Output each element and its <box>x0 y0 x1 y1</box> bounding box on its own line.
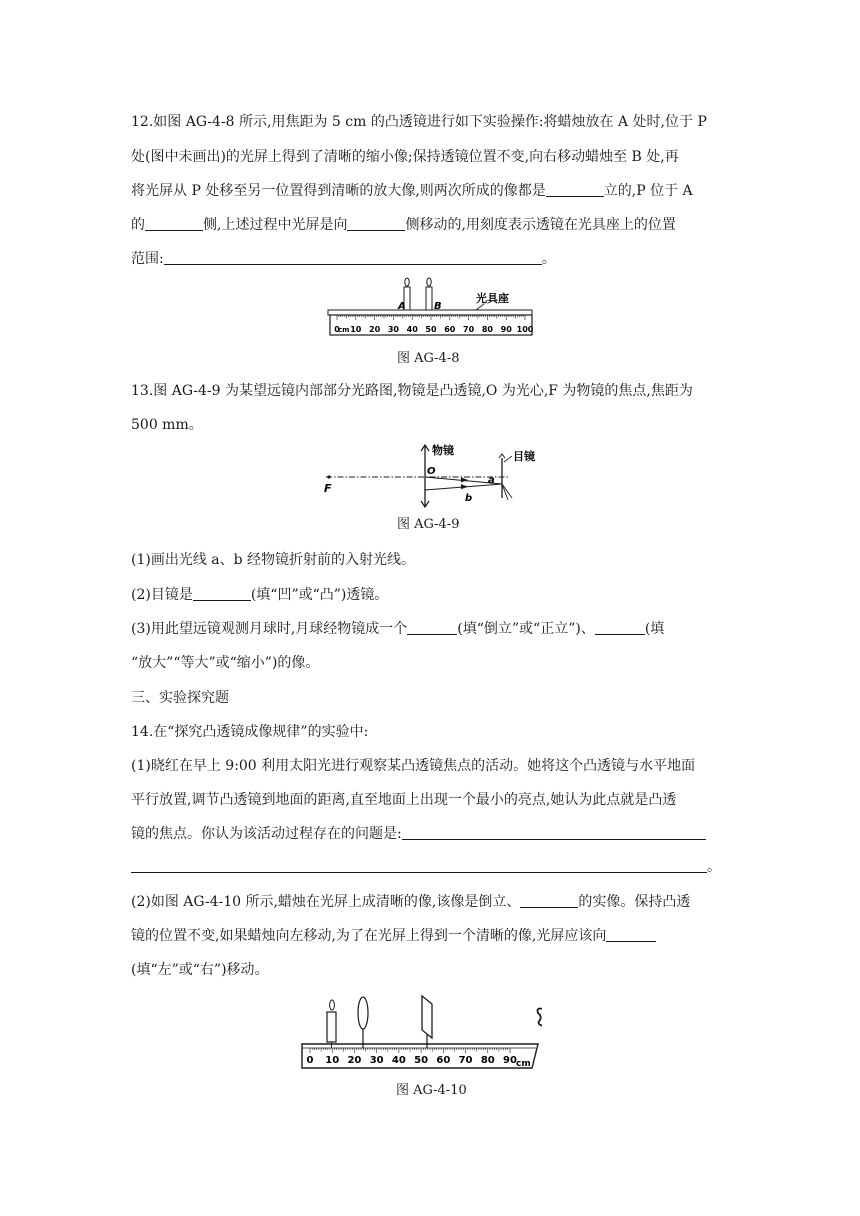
bench-label: 光具座 <box>476 292 509 305</box>
label-o: O <box>427 466 436 477</box>
figure-ag-4-8 <box>326 273 536 339</box>
q12-blank-3[interactable] <box>347 216 405 231</box>
q13-sub2: (2)目镜是 (填“凹”或“凸”)透镜。 <box>131 587 389 603</box>
ruler-label: 10 <box>350 325 362 334</box>
ruler-label: 30 <box>387 325 399 334</box>
q12-line1: 12.如图 AG-4-8 所示,用焦距为 5 cm 的凸透镜进行如下实验操作:将蜡烛放在 A 处时,位于 P <box>131 114 707 130</box>
ruler-label: 20 <box>369 325 381 334</box>
q13-blank-1[interactable] <box>193 586 251 601</box>
label-b: b <box>465 493 473 504</box>
q14-sub2-line1: (2)如图 AG-4-10 所示,蜡烛在光屏上成清晰的像,该像是倒立、 的实像。保持凸透 <box>131 894 691 910</box>
q12-line3: 将光屏从 P 处移至另一位置得到清晰的放大像,则两次所成的像都是 立的,P 位于 A <box>131 183 693 199</box>
ruler-label: 60 <box>444 325 456 334</box>
ruler-label: 60 <box>436 1055 451 1066</box>
ruler-label: 80 <box>481 325 493 334</box>
objective-label: 物镜 <box>432 444 454 457</box>
convex-lens <box>358 997 368 1048</box>
ruler-label: 40 <box>391 1055 406 1066</box>
figure-ag-4-9-caption: 图 AG-4-9 <box>397 517 460 532</box>
figure-ag-4-10 <box>300 992 542 1076</box>
ruler-label: 70 <box>463 325 475 334</box>
q14-sub1-line1: (1)晓红在早上 9:00 利用太阳光进行观察某凸透镜焦点的活动。她将这个凸透镜与水平地面 <box>131 758 696 774</box>
figure-ag-4-9 <box>318 440 543 512</box>
ruler-label: 90 <box>500 325 512 334</box>
q14-sub2-line2: 镜的位置不变,如果蜡烛向左移动,为了在光屏上得到一个清晰的像,光屏应该向 <box>131 926 731 946</box>
ruler-label: 20 <box>347 1055 362 1066</box>
figure-ag-4-10-caption: 图 AG-4-10 <box>396 1083 467 1098</box>
ruler-label: 0 <box>334 325 340 334</box>
q13-blank-3[interactable] <box>595 620 645 635</box>
label-a: a <box>488 475 495 486</box>
q14-line1: 14.在“探究凸透镜成像规律”的实验中: <box>131 724 369 740</box>
q13-sub1: (1)画出光线 a、b 经物镜折射前的入射光线。 <box>131 552 416 568</box>
label-b: B <box>434 301 442 312</box>
q12-blank-2[interactable] <box>145 216 203 231</box>
q12-blank-1[interactable] <box>546 182 604 197</box>
candle <box>327 1000 336 1048</box>
candle-b <box>426 278 432 310</box>
q13-line1: 13.图 AG-4-9 为某望远镜内部部分光路图,物镜是凸透镜,O 为光心,F 为物镜的焦点,焦距为 <box>131 383 693 399</box>
q13-blank-2[interactable] <box>407 620 457 635</box>
q13-line2: 500 mm。 <box>131 417 203 433</box>
label-a: A <box>398 301 406 312</box>
focus-point <box>327 475 330 478</box>
label-f: F <box>324 482 332 495</box>
q14-blank-3[interactable] <box>606 927 656 942</box>
q14-blank-1-cont[interactable] <box>131 858 707 873</box>
ruler-label: 100 <box>516 325 534 334</box>
q12-blank-4[interactable] <box>164 250 542 265</box>
q14-blank-1[interactable] <box>402 825 706 840</box>
ruler-label: 40 <box>406 325 418 334</box>
q14-sub1-line4: 。 <box>131 857 731 877</box>
section-title: 三、实验探究题 <box>131 690 229 706</box>
ruler-label: 30 <box>369 1055 384 1066</box>
q14-sub1-line2: 平行放置,调节凸透镜到地面的距离,直至地面上出现一个最小的亮点,她认为此点就是凸透 <box>131 792 677 808</box>
q14-sub1-line3: 镜的焦点。你认为该活动过程存在的问题是: <box>131 824 731 844</box>
q14-sub2-line3: (填“左”或“右”)移动。 <box>131 962 269 978</box>
q12-line4: 的 侧,上述过程中光屏是向 侧移动的,用刻度表示透镜在光具座上的位置 <box>131 217 676 233</box>
ruler-unit: cm <box>338 326 350 334</box>
ruler-label: 90 <box>503 1055 517 1066</box>
ruler-label: 10 <box>325 1055 340 1066</box>
ruler-unit: cm <box>516 1059 531 1069</box>
ruler-label: 70 <box>458 1055 473 1066</box>
ruler-label: 0 <box>306 1055 314 1066</box>
light-screen <box>422 996 432 1048</box>
ruler-label: 80 <box>480 1055 495 1066</box>
q13-sub3-cont: “放大”“等大”或“缩小”)的像。 <box>131 655 320 671</box>
bench-rail <box>328 310 532 315</box>
image-glyph <box>538 1009 542 1027</box>
eyepiece-label: 目镜 <box>513 450 535 463</box>
q14-blank-2[interactable] <box>520 893 578 908</box>
ruler-label: 50 <box>425 325 437 334</box>
q12-line2: 处(图中未画出)的光屏上得到了清晰的缩小像;保持透镜位置不变,向右移动蜡烛至 B 处,再 <box>131 149 679 165</box>
q12-line5: 范围: 。 <box>131 251 556 267</box>
figure-ag-4-8-caption: 图 AG-4-8 <box>397 351 460 366</box>
q13-sub3: (3)用此望远镜观测月球时,月球经物镜成一个 (填“倒立”或“正立”)、 (填 <box>131 621 665 637</box>
ruler-label: 50 <box>414 1055 429 1066</box>
